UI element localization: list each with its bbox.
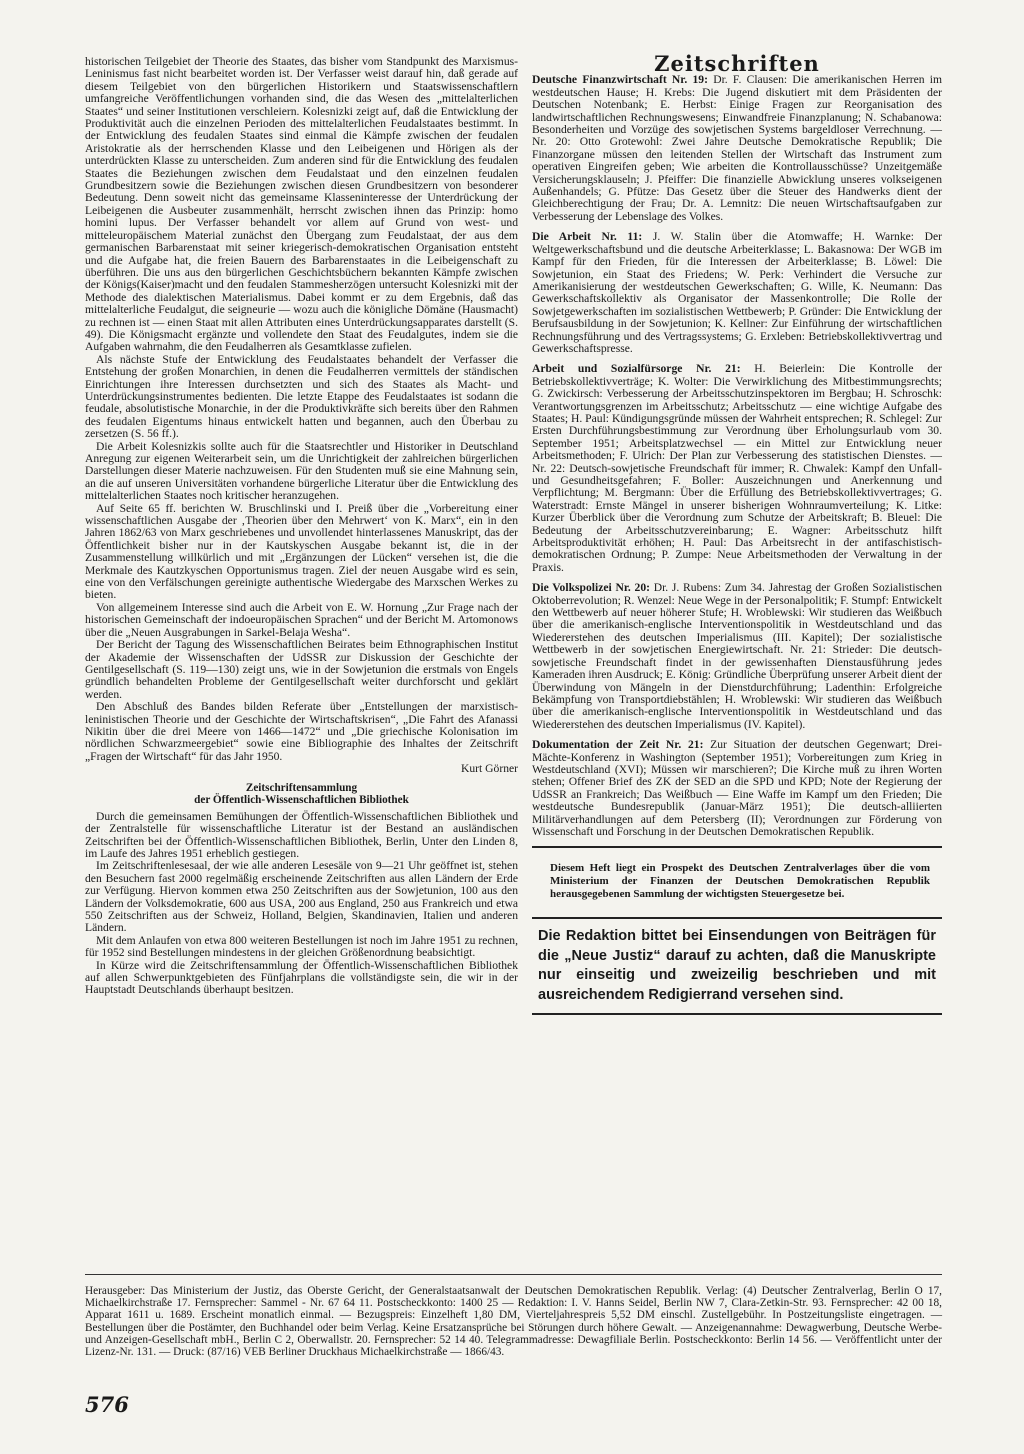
author-signature: Kurt Görner [461,762,518,776]
paragraph: In Kürze wird die Zeitschriftensammlung der Öffentlich-Wissenschaftlichen Bibliothek auf allen Schwerpunktgebieten des Fünfjahrplans die vollständigste sein, die wir in der Hauptstadt Deutschlands überhaupt besitzen. [85,958,518,997]
paragraph: Im Zeitschriftenlesesaal, der wie alle anderen Lesesäle von 9—21 Uhr geöffnet ist, stehen den Besuchern fast 2000 regelmäßig erscheinende Zeitschriften aus allen Ländern der Erde zur Verfügung. Hiervon kommen etwa 250 Zeitschriften aus der Sowjetunion, 100 aus den Ländern der Volksdemokratie, 600 aus USA, 200 aus England, 250 aus Frankreich und etwa 550 Zeitschriften aus der Schweiz, Holland, Belgien, Skandinavien, Italien und anderen Ländern. [85,859,518,935]
journal-contents: Zur Situation der deutschen Gegenwart; Drei-Mächte-Konferenz in Washington (September 1951); Vorbereitungen zum Krieg in Westdeutschland (XVI); Müssen wir marschieren?; Die Kirche muß zu ihren Worten stehen; Offener Brief des ZK der SED an die SPD und KPD; Note der Regierung der UdSSR an Frankreich; Das Weißbuch — Eine Waffe im Kampf um den Frieden; Die westdeutsche Bundesrepublik (Januar-März 1951); Die deutsch-alliierten Militärverhandlungen auf dem Petersberg (II); Verordnungen zur Förderung von Wissenschaft und Forschung in der Deutschen Demokratischen Republik. [532,738,942,838]
left-column [85,56,518,997]
journal-entry [532,739,942,838]
paragraph: Der Bericht der Tagung des Wissenschaftlichen Beirates beim Ethnographischen Institut der Akademie der Wissenschaften der UdSSR zur Diskussion der Geschichte der Gentilgesellschaft (S. 119—130) zeigt uns, wie in der Sowjetunion die erstmals von Engels gründlich behandelten Probleme der Gentilgesellschaft weiter durchforscht und geklärt werden. [85,638,518,701]
right-column [532,51,943,1015]
paragraph: Durch die gemeinsamen Bemühungen der Öffentlich-Wissenschaftlichen Bibliothek und der Zentralstelle für wissenschaftliche Literatur ist der Bestand an ausländischen Zeitschriften bei der Öffentlich-Wissenschaftlichen Bibliothek, Berlin, Unter den Linden 8, im Laufe des Jahres 1951 erheblich gestiegen. [85,809,518,860]
journal-entry [532,363,942,574]
journal-contents: J. W. Stalin über die Atomwaffe; H. Warnke: Der Weltgewerkschaftsbund und die deutsche Arbeiterklasse; L. Bakasnowa: Der WGB im Kampf für den Frieden, für die Interessen der Arbeiterklasse; B. Löwel: Die Sowjetunion, ein Staat des Friedens; W. Perk: Verhindert die Versuche zur Amerikanisierung der westdeutschen Gewerkschaften; G. Wille, K. Neumann: Das Gewerkschaftskollektiv als Organisator der Massenkontrolle; Die Rolle der Sowjetgewerkschaften im sozialistischen Wettbewerb; P. Gründer: Die Entwicklung der Berufsausbildung in der Sowjetunion; K. Kellner: Zur Einführung der wirtschaftlichen Rechnungsführung und des Vertragssystems; G. Erxleben: Betriebskollektivvertrag und Gewerkschaftspresse. [532,230,942,355]
divider [532,846,942,848]
supplement-notice: Diesem Heft liegt ein Prospekt des Deutschen Zentralverlages über die vom Ministerium der Finanzen der Deutschen Demokratischen Republik herausgegebenen Sammlung der wichtigsten Steuergesetze bei. [550,862,930,901]
paragraph: Als nächste Stufe der Entwicklung des Feudalstaates behandelt der Verfasser die Entstehung der großen Monarchien, in denen die Feudalherren vermittels der ständischen Einrichtungen ihre Interessen durchsetzten und sich des Staates als Macht- und Unterdrückungsinstrumentes bedienten. Die letzte Etappe des Feudalstaates ist sodann die feudale, absolutistische Monarchie, in der die Produktivkräfte sich bereits über den Rahmen des feudalen Eigentums hinaus entwickelt hatten und begannen, auch den Überbau zu zersetzen (S. 56 ff.). [85,352,518,441]
paragraph: historischen Teilgebiet der Theorie des Staates, das bisher vom Standpunkt des Marxismus-Leninismus fast nicht bearbeitet worden ist. Der Verfasser weist darauf hin, daß gerade auf diesem Teilgebiet von den bürgerlichen Historikern und Staatswissenschaftlern umfangreiche Veröffentlichungen vorhanden sind, die das Wesen des „mittelalterlichen Staates“ und seiner Institutionen verschleiern. Kolesnizki zeigt auf, daß die Entwicklung der Produktivität auch die einzelnen Perioden des mittelalterlichen Feudalstaates bestimmt. In der Entwicklung des feudalen Staates sind einmal die Kämpfe zwischen der feudalen Aristokratie als der herrschenden Klasse und den Leibeigenen und Hörigen als der unterdrückten Klasse zu unterscheiden. Zum anderen sind für die Entwicklung des feudalen Staates die Beziehungen zwischen dem Feudalstaat und den einzelnen feudalen Grundbesitzern sowie die Beziehungen zwischen diesen Grundbesitzern von besonderer Bedeutung. Denn soweit nicht das gemeinsame Klasseninteresse der Unterdrückung der Leibeigenen die Ausbeuter zusammenhält, herrscht zwischen ihnen das Prinzip: homo homini lupus. Der Verfasser behandelt vor allem auf Grund von west- und mitteleuropäischem Material zunächst den Übergang zum Feudalstaat, der aus dem germanischen Barbarenstaat mit seiner kriegerisch-demokratischen Organisation entsteht und die Aufgabe hat, die freien Bauern des Barbarenstaates in die Leibeigenschaft zu überführen. Die uns aus den bürgerlichen Geschichtsbüchern bekannten Kämpfe zwischen der Königs(Kaiser)macht und den feudalen Stammesherzögen untersucht Kolesnizki mit der Methode des dialektischen Materialismus. Dabei kommt er zu dem Ergebnis, daß das mittelalterliche Feudalgut, die seigneurie — wozu auch die königliche Dömäne (Hausmacht) zu rechnen ist — einen Staat mit allen Attributen eines Unterdrückungsapparates darstellt (S. 49). Die Königsmacht ergänzte und vollendete den Staat des Feudalgutes, indem sie die Aufgaben wahrnahm, die den Feudalherren als Gesamtklasse zufielen. [85,55,518,354]
editorial-notice: Die Redaktion bittet bei Einsendungen von Beiträgen für die „Neue Justiz“ darauf zu achten, daß die Manuskripte nur einseitig und zweizeilig beschrieben und mit ausreichendem Redigierrand versehen sind. [532,917,942,1015]
journal-entry [532,231,942,355]
paragraph: Von allgemeinem Interesse sind auch die Arbeit von E. W. Hornung „Zur Frage nach der historischen Gemeinschaft der indoeuropäischen Sprachen“ und der Bericht M. Artomonows über die „Neuen Ausgrabungen in Sarkel-Belaja Wesha“. [85,600,518,639]
journal-contents: Dr. F. Clausen: Die amerikanischen Herren im westdeutschen Hause; H. Krebs: Die Jugend diskutiert mit dem Präsidenten der Deutschen Notenbank; E. Herbst: Einige Fragen zur Reorganisation des landwirtschaftlichen Rechnungswesens; Einwandfreie Finanzplanung; N. Schabanowa: Besonderheiten und Vorzüge des sowjetischen Systems bargeldloser Verrechnung. — Nr. 20: Otto Grotewohl: Zwei Jahre Deutsche Demokratische Republik; Die Finanzorgane müssen den leitenden Stellen der Wirtschaft das Instrument zum operativen Eingreifen geben; Wie arbeiten die Kontrollausschüsse? Unzeitgemäße Versicherungsklauseln; J. Pfeiffer: Die finanzielle Abwicklung unseres volkseigenen Außenhandels; G. Pfütze: Das Gesetz über die Steuer des Handwerks dient der Gleichberechtigung der Frau; Dr. A. Lemnitz: Die neuen Wirtschaftsaufgaben zur Verbesserung der Lebenslage des Volkes. [532,73,943,223]
journal-name: Arbeit und Sozialfürsorge Nr. 21: [532,362,741,376]
paragraph: Die Arbeit Kolesnizkis sollte auch für die Staatsrechtler und Historiker in Deutschland Anregung zur eigenen Weiterarbeit sein, um die Unrichtigkeit der zahlreichen bürgerlichen Darstellungen dieser Materie nachzuweisen. Für den Studenten muß sie eine Mahnung sein, an die auf unseren Universitäten vorhandene bürgerliche Literatur über die Entwicklung des mittelalterlichen Staates noch kritischer heranzugehen. [85,439,518,503]
journal-entry [532,74,942,223]
paragraph: Den Abschluß des Bandes bilden Referate über „Entstellungen der marxistisch-leninistischen Theorie und der Geschichte der Wirtschaftskrisen“, „Die Fahrt des Afanassi Nikitin über die drei Meere von 1466—1472“ und „Die griechische Kolonisation im nördlichen Schwarzmeergebiet“ sowie eine Bibliographie des Inhaltes der Zeitschrift „Fragen der Wirtschaft“ für das Jahr 1950. [85,700,518,763]
section-subheading: Zeitschriftensammlung der Öffentlich-Wissenschaftlichen Bibliothek [194,781,409,807]
journal-entry [532,582,942,731]
paragraph: Auf Seite 65 ff. berichten W. Bruschlinski und I. Preiß über die „Vorbereitung einer wissenschaftlichen Ausgabe der ‚Theorien über den Mehrwert‘ von K. Marx“, ein in den Jahren 1862/63 von Marx geschriebenes und unvollendet hinterlassenes Manuskript, das der Öffentlichkeit bisher nur in der Kautskyschen Ausgabe bekannt ist, die in der Zusammenstellung willkürlich und mit „Ergänzungen der Lücken“ versehen ist, die die Merkmale des Kautzkyschen Opportunismus tragen. Ziel der neuen Ausgabe wird es sein, eine von den Verfälschungen gereinigte authentische Wiedergabe des Marxschen Werkes zu bieten. [85,501,518,602]
journal-name: Die Arbeit Nr. 11: [532,230,643,244]
section-title: Zeitschriften [654,51,820,76]
journal-name: Die Volkspolizei Nr. 20: [532,581,650,595]
journal-contents: H. Beierlein: Die Kontrolle der Betriebskollektivverträge; K. Wolter: Die Verwirklichung des Mitbestimmungsrechts; G. Zwickirsch: Verbesserung der Arbeitsschutzinspektoren im Bergbau; H. Schroschk: Verantwortungsgrenzen im Arbeitsschutz; Arbeitsschutz — eine wichtige Aufgabe des Staates; H. Paul: Kündigungsgründe müssen der Wahrheit entsprechen; R. Schlegel: Zur Ersten Durchführungsbestimmung zur Verordnung über Erholungsurlaub vom 30. September 1951; Arbeitsplatzwechsel — ein Mittel zur Entwicklung neuer Arbeitsmethoden; F. Ulrich: Der Plan zur Verbesserung des statistischen Dienstes. — Nr. 22: Deutsch-sowjetische Freundschaft für immer; R. Chwalek: Kampf den Unfall- und Gesundheitsgefahren; F. Boller: Auszeichnungen und Anerkennung und Verpflichtung; M. Bergmann: Über die Erfüllung des Betriebskollektivvertrages; G. Waterstradt: Ernste Mängel in unserer bisherigen Wohnraumverteilung; K. Litke: Kurzer Überblick über die Verordnung zum Schutze der Arbeitskraft; B. Bleuel: Die Bedeutung der Arbeitsschutzvereinbarung; E. Wagner: Arbeitsschutz hilft Arbeitsproduktivität erhöhen; H. Paul: Das Arbeitsrecht in der antifaschistisch-demokratischen Ordnung; P. Zumpe: Neue Arbeitsmethoden der Verwaltung in der Praxis. [532,362,943,574]
journal-contents: Dr. J. Rubens: Zum 34. Jahrestag der Großen Sozialistischen Oktoberrevolution; R. Wenzel: Neue Wege in der Personalpolitik; F. Stumpf: Entwickelt den Wettbewerb auf neuer höherer Stufe; H. Wroblewski: Wir studieren das Weißbuch über die amerikanisch-englische Interventionspolitik in Westdeutschland und das Wiedererstehen des deutschen Imperialismus (III. Kapitel); Der sozialistische Wettbewerb in der sowjetischen Energiewirtschaft. Nr. 21: Strieder: Die deutsch-sowjetische Freundschaft findet in der gewissenhaften Dienstausführung jedes Kameraden ihren Ausdruck; E. König: Gründliche Überprüfung unserer Arbeit dient der Überwindung von Mängeln in der Dienstdurchführung; Ladenthin: Erfolgreiche Bekämpfung von Transportdiebstählen; H. Wroblewski: Wir studieren das Weißbuch über die amerikanisch-englische Interventionspolitik in Westdeutschland und das Wiedererstehen des deutschen Imperialismus (IV. Kapitel). [532,581,942,731]
paragraph: Mit dem Anlaufen von etwa 800 weiteren Bestellungen ist noch im Jahre 1951 zu rechnen, für 1952 sind Bestellungen mindestens in der gleichen Größenordnung beabsichtigt. [85,933,518,960]
journal-name: Deutsche Finanzwirtschaft Nr. 19: [532,73,708,87]
publisher-imprint: Herausgeber: Das Ministerium der Justiz, das Oberste Gericht, der Generalstaatsanwalt der Deutschen Demokratischen Republik. Verlag: (4) Deutscher Zentralverlag, Berlin O 17, Michaelkirchstraße 17. Fernsprecher: Sammel - Nr. 67 64 11. Postscheckkonto: 1400 25 — Redaktion: I. V. Hanns Seidel, Berlin NW 7, Clara-Zetkin-Str. 93. Fernsprecher: 42 00 18, Apparat 1611 u. 1689. Erscheint monatlich einmal. — Bezugspreis: Einzelheft 1,80 DM, Vierteljahrespreis 5,52 DM einschl. Zustellgebühr. In Postzeitungsliste eingetragen. — Bestellungen über die Postämter, den Buchhandel oder beim Verlag. Keine Ersatzansprüche bei Störungen durch höhere Gewalt. — Anzeigenannahme: Dewagwerbung, Deutsche Werbe- und Anzeigen-Gesellschaft mbH., Berlin C 2, Oberwallstr. 20. Fernsprecher: 52 14 40. Telegrammadresse: Dewagfiliale Berlin. Postscheckkonto: Berlin 14 56. — Veröffentlicht unter der Lizenz-Nr. 131. — Druck: (87/16) VEB Berliner Druckhaus Michaelkirchstraße — 1866/43. [85,1274,942,1358]
page-number: 576 [85,1392,129,1417]
journal-name: Dokumentation der Zeit Nr. 21: [532,738,704,752]
